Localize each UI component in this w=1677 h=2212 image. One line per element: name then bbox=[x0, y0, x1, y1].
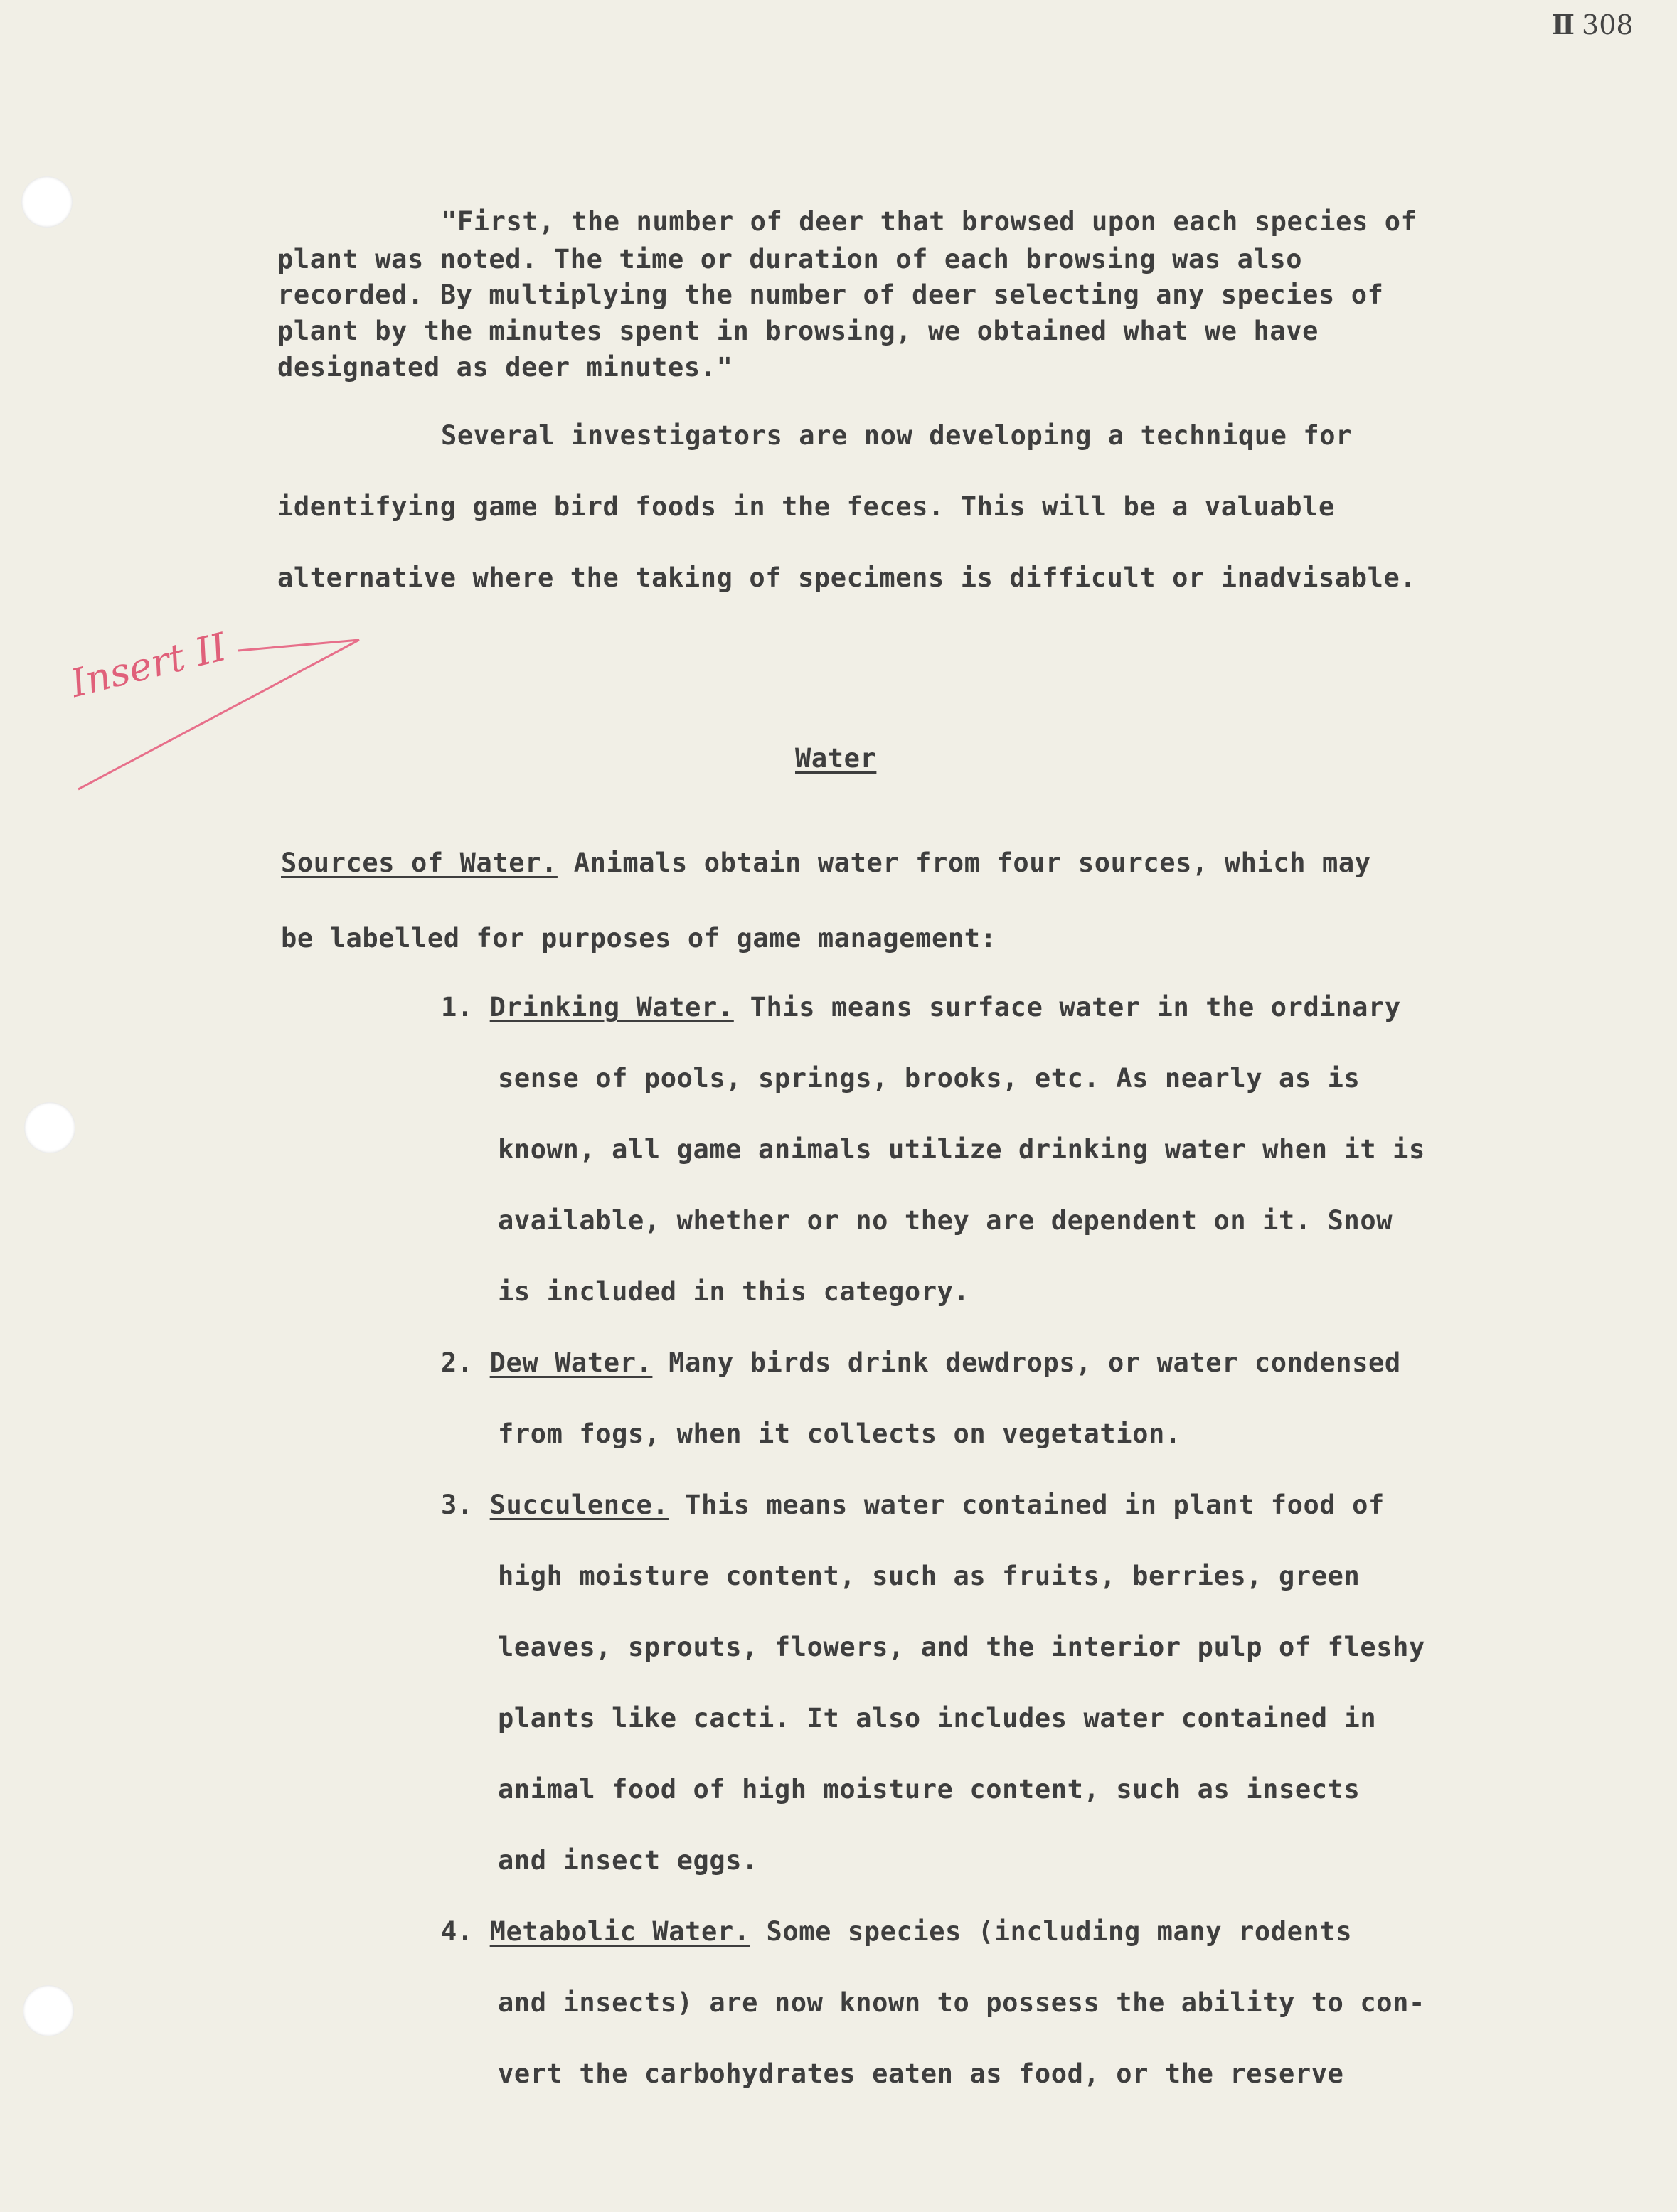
page-number-value: 308 bbox=[1582, 9, 1634, 41]
list-item-number: 2. bbox=[441, 1347, 474, 1378]
paragraph-line: Several investigators are now developing a technique for bbox=[441, 420, 1353, 451]
list-item-line: and insects) are now known to possess the ability to con- bbox=[498, 1987, 1425, 2018]
list-item-title: Dew Water. bbox=[489, 1347, 653, 1378]
list-item-title: Drinking Water. bbox=[489, 992, 734, 1022]
list-item-line: animal food of high moisture content, such as insects bbox=[498, 1774, 1361, 1805]
list-item-number: 3. bbox=[441, 1490, 474, 1520]
list-item-1-first-line bbox=[441, 992, 1401, 1022]
list-item-number: 4. bbox=[441, 1916, 474, 1947]
sources-text: Animals obtain water from four sources, which may bbox=[557, 848, 1371, 878]
list-item-2-first-line bbox=[441, 1347, 1401, 1378]
quote-line: "First, the number of deer that browsed upon each species of bbox=[441, 206, 1417, 237]
sources-line-1 bbox=[281, 848, 1371, 878]
list-item-line: plants like cacti. It also includes water contained in bbox=[498, 1703, 1377, 1733]
list-item-line: is included in this category. bbox=[498, 1276, 970, 1307]
list-item-line: and insect eggs. bbox=[498, 1845, 759, 1876]
punch-hole-top bbox=[21, 176, 73, 228]
list-item-3-first-line bbox=[441, 1490, 1385, 1520]
list-item-line: available, whether or no they are dependent on it. Snow bbox=[498, 1205, 1393, 1236]
list-item-line: leaves, sprouts, flowers, and the interior pulp of fleshy bbox=[498, 1632, 1425, 1662]
list-item-line: from fogs, when it collects on vegetation. bbox=[498, 1418, 1181, 1449]
section-heading-water: Water bbox=[795, 743, 877, 774]
page-number-mark: Ⅱ bbox=[1552, 9, 1575, 41]
list-item-line: sense of pools, springs, brooks, etc. As nearly as is bbox=[498, 1063, 1361, 1094]
list-item-text: This means surface water in the ordinary bbox=[733, 992, 1401, 1022]
list-item-text: Many birds drink dewdrops, or water condensed bbox=[652, 1347, 1401, 1378]
paragraph-line: alternative where the taking of specimens is difficult or inadvisable. bbox=[277, 562, 1417, 593]
list-item-title: Metabolic Water. bbox=[489, 1916, 750, 1947]
list-item-title: Succulence. bbox=[489, 1490, 669, 1520]
page-number bbox=[1552, 9, 1634, 41]
sources-heading: Sources of Water. bbox=[281, 848, 558, 878]
list-item-line: known, all game animals utilize drinking water when it is bbox=[498, 1134, 1425, 1165]
quote-line: recorded. By multiplying the number of deer selecting any species of bbox=[277, 279, 1384, 310]
list-item-line: vert the carbohydrates eaten as food, or the reserve bbox=[498, 2058, 1344, 2089]
quote-line: plant by the minutes spent in browsing, we obtained what we have bbox=[277, 316, 1319, 346]
paragraph-line: identifying game bird foods in the feces. This will be a valuable bbox=[277, 491, 1335, 522]
list-item-4-first-line bbox=[441, 1916, 1352, 1947]
list-item-line: high moisture content, such as fruits, berries, green bbox=[498, 1561, 1361, 1591]
list-item-text: This means water contained in plant food of bbox=[669, 1490, 1385, 1520]
list-item-number: 1. bbox=[441, 992, 474, 1022]
sources-line-2: be labelled for purposes of game management: bbox=[281, 923, 997, 953]
insert-annotation-text: Insert II bbox=[65, 624, 231, 706]
list-item-text: Some species (including many rodents bbox=[750, 1916, 1353, 1947]
quote-line: designated as deer minutes." bbox=[277, 352, 733, 383]
punch-hole-middle bbox=[24, 1102, 75, 1153]
punch-hole-bottom bbox=[23, 1985, 74, 2036]
quote-line: plant was noted. The time or duration of each browsing was also bbox=[277, 244, 1303, 274]
